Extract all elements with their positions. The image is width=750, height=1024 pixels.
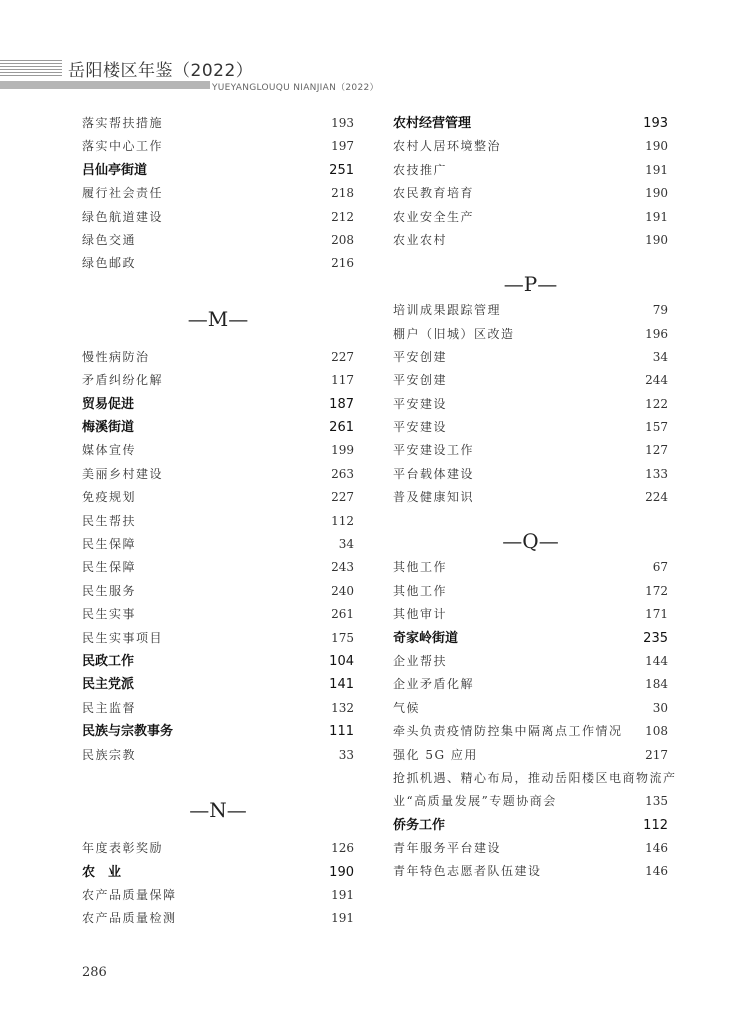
index-entry-label: 吕仙亭街道 [82, 162, 148, 178]
index-entry [82, 533, 354, 556]
index-entry-label: 民族与宗教事务 [82, 724, 174, 740]
index-entry-page: 191 [645, 209, 668, 224]
index-entry [82, 182, 354, 205]
index-entry-page: 235 [643, 630, 668, 646]
index-entry-label: 平安建设工作 [393, 443, 475, 458]
index-entry-page: 157 [645, 420, 668, 435]
index-group-p [393, 299, 668, 510]
index-entry-page: 244 [645, 373, 668, 388]
index-entry [393, 814, 668, 837]
index-entry [393, 439, 668, 462]
spacer [82, 276, 354, 299]
index-entry-label: 平安建设 [393, 420, 448, 435]
index-entry-page: 117 [331, 373, 354, 388]
index-entry [82, 580, 354, 603]
index-entry-page: 111 [329, 724, 354, 740]
index-entry-label: 民生帮扶 [82, 513, 137, 528]
index-entry [82, 393, 354, 416]
index-entry-label: 企业矛盾化解 [393, 677, 475, 692]
index-entry-label: 业“高质量发展”专题协商会 [393, 794, 557, 809]
index-entry-page: 190 [645, 186, 668, 201]
index-group-q [393, 556, 677, 883]
index-entry [82, 159, 354, 182]
index-entry-page: 108 [645, 724, 668, 739]
index-entry-label: 媒体宣传 [82, 443, 137, 458]
index-entry-label: 民主党派 [82, 677, 135, 693]
index-entry-page: 175 [331, 630, 354, 645]
index-entry-page: 261 [331, 607, 354, 622]
index-entry [393, 650, 668, 673]
index-entry-page: 193 [331, 116, 354, 130]
index-entry-page: 104 [329, 653, 354, 669]
index-entry-label: 农产品质量保障 [82, 887, 177, 902]
index-entry-page: 141 [329, 677, 354, 693]
index-column-right [393, 112, 677, 884]
index-entry [393, 486, 668, 509]
index-entry [82, 697, 354, 720]
index-entry-page: 218 [331, 186, 354, 201]
index-entry-page: 132 [331, 700, 354, 715]
index-entry-page: 34 [652, 349, 668, 364]
index-entry-label: 民生保障 [82, 560, 137, 575]
section-letter-text: —N— [189, 798, 247, 823]
index-entry [82, 252, 354, 275]
index-entry [393, 790, 668, 813]
index-entry-label: 其他工作 [393, 583, 448, 598]
index-entry-page: 126 [331, 841, 354, 856]
section-letter-m [82, 299, 354, 332]
index-entry-label: 落实中心工作 [82, 139, 164, 154]
index-entry-page: 187 [329, 396, 354, 412]
index-entry-label: 农产品质量检测 [82, 911, 177, 926]
index-entry [82, 439, 354, 462]
index-entry-page: 193 [643, 116, 668, 131]
index-entry-label: 平安建设 [393, 396, 448, 411]
index-entry-page: 146 [645, 841, 668, 856]
index-entry [393, 229, 668, 252]
section-letter-q [393, 521, 668, 554]
index-entry [393, 182, 668, 205]
index-entry [393, 627, 668, 650]
index-entry-label: 落实帮扶措施 [82, 116, 164, 130]
index-entry-page: 135 [645, 794, 668, 809]
index-entry [82, 206, 354, 229]
index-entry [393, 673, 668, 696]
index-group-n [82, 837, 354, 931]
index-entry [82, 837, 354, 860]
index-entry-page: 212 [331, 209, 354, 224]
index-entry-page: 190 [645, 232, 668, 247]
section-letter-text: —Q— [502, 529, 559, 554]
index-entry-page: 216 [331, 256, 354, 271]
index-entry-label: 其他工作 [393, 560, 448, 575]
index-entry-page: 224 [645, 490, 668, 505]
book-subtitle: YUEYANGLOUQU NIANJIAN（2022） [212, 83, 379, 93]
header-decoration [0, 60, 62, 76]
index-entry-label: 慢性病防治 [82, 349, 150, 364]
index-entry-label: 绿色邮政 [82, 256, 137, 271]
index-entry [393, 416, 668, 439]
index-entry-page: 208 [331, 232, 354, 247]
index-entry [82, 861, 354, 884]
book-title: 岳阳楼区年鉴（2022） [68, 61, 254, 81]
index-entry-page: 34 [338, 537, 354, 552]
index-entry [82, 720, 354, 743]
index-entry [82, 346, 354, 369]
index-entry-label: 梅溪街道 [82, 420, 135, 436]
index-entry-label: 年度表彰奖励 [82, 841, 164, 856]
index-entry [82, 556, 354, 579]
section-letter-text: —M— [187, 307, 249, 332]
index-entry-label: 农技推广 [393, 162, 448, 177]
section-letter-n [82, 790, 354, 823]
index-entry-page: 199 [331, 443, 354, 458]
index-entry-label: 农业农村 [393, 232, 448, 247]
index-entry-label: 民生保障 [82, 537, 137, 552]
index-entry-label: 贸易促进 [82, 396, 135, 412]
index-entry-page: 227 [331, 349, 354, 364]
index-entry [82, 486, 354, 509]
index-entry-page: 243 [331, 560, 354, 575]
index-entry-page: 196 [645, 326, 668, 341]
index-entry [82, 603, 354, 626]
index-entry [82, 463, 354, 486]
index-entry-label: 企业帮扶 [393, 653, 448, 668]
index-entry-page: 146 [645, 864, 668, 879]
index-entry-label: 农村经营管理 [393, 116, 472, 131]
index-entry-page: 133 [645, 466, 668, 481]
index-entry-label: 民生服务 [82, 583, 137, 598]
index-entry [82, 907, 354, 930]
index-entry-page: 263 [331, 466, 354, 481]
index-entry-page: 191 [645, 162, 668, 177]
index-entry-page: 227 [331, 490, 354, 505]
index-entry-label: 农民教育培育 [393, 186, 475, 201]
index-entry-page: 122 [645, 396, 668, 411]
index-entry [393, 369, 668, 392]
index-entry-label: 民生实事项目 [82, 630, 164, 645]
index-entry-page: 184 [645, 677, 668, 692]
spacer [393, 510, 668, 522]
index-entry [82, 369, 354, 392]
index-entry [393, 603, 668, 626]
index-entry-label: 侨务工作 [393, 817, 446, 833]
index-entry-label: 青年特色志愿者队伍建设 [393, 864, 542, 879]
index-entry [393, 135, 668, 158]
index-entry-label: 平安创建 [393, 373, 448, 388]
index-entry-label: 绿色交通 [82, 232, 137, 247]
index-group-l [82, 112, 354, 276]
index-entry [82, 112, 354, 135]
index-entry [82, 510, 354, 533]
index-entry [82, 416, 354, 439]
page-number: 286 [82, 965, 107, 980]
index-entry-page: 197 [331, 139, 354, 154]
index-entry-label: 奇家岭街道 [393, 630, 459, 646]
index-entry-label: 培训成果跟踪管理 [393, 303, 502, 318]
index-entry-label: 履行社会责任 [82, 186, 164, 201]
index-entry-label: 民生实事 [82, 607, 137, 622]
index-entry-label: 美丽乡村建设 [82, 466, 164, 481]
index-entry-label: 普及健康知识 [393, 490, 475, 505]
index-entry [82, 229, 354, 252]
header-bar [0, 81, 210, 89]
index-entry-label: 民主监督 [82, 700, 137, 715]
section-letter-p [393, 264, 668, 297]
index-entry-page: 79 [652, 303, 668, 318]
index-entry-label: 抢抓机遇、精心布局，推动岳阳楼区电商物流产 [393, 770, 677, 785]
index-entry [393, 556, 668, 579]
index-entry-page: 191 [331, 887, 354, 902]
index-entry-page: 251 [329, 162, 354, 178]
index-entry [393, 112, 668, 135]
index-entry-label: 青年服务平台建设 [393, 841, 502, 856]
index-entry-label: 矛盾纠纷化解 [82, 373, 164, 388]
index-entry-page: 112 [331, 513, 354, 528]
index-entry [82, 673, 354, 696]
section-letter-text: —P— [503, 272, 558, 297]
index-entry-label: 民族宗教 [82, 747, 137, 762]
index-entry [393, 206, 668, 229]
index-entry [393, 580, 668, 603]
index-entry-label: 农业安全生产 [393, 209, 475, 224]
spacer [393, 252, 668, 264]
index-entry [393, 767, 677, 790]
index-entry-page: 144 [645, 653, 668, 668]
index-entry [393, 299, 668, 322]
index-entry-page: 112 [643, 817, 668, 833]
index-entry [393, 837, 668, 860]
index-entry-page: 171 [645, 607, 668, 622]
index-column-left [82, 112, 354, 931]
index-entry-label: 强化 5G 应用 [393, 747, 478, 762]
index-entry-label: 绿色航道建设 [82, 209, 164, 224]
index-entry-label: 气候 [393, 700, 421, 715]
spacer [82, 767, 354, 790]
index-entry-label: 农村人居环境整治 [393, 139, 502, 154]
index-entry [82, 627, 354, 650]
index-entry-page: 172 [645, 583, 668, 598]
index-entry [82, 135, 354, 158]
index-entry [82, 884, 354, 907]
index-entry [82, 650, 354, 673]
index-entry-page: 190 [645, 139, 668, 154]
index-entry [393, 393, 668, 416]
index-entry [393, 860, 668, 883]
index-entry [393, 744, 668, 767]
index-entry [393, 346, 668, 369]
index-entry [393, 720, 668, 743]
index-entry-label: 农 业 [82, 864, 122, 880]
index-entry-page: 191 [331, 911, 354, 926]
index-group-m [82, 346, 354, 767]
index-entry-label: 民政工作 [82, 653, 135, 669]
index-entry [393, 697, 668, 720]
index-entry-page: 33 [338, 747, 354, 762]
index-entry-page: 127 [645, 443, 668, 458]
index-entry-page: 217 [645, 747, 668, 762]
index-entry-page: 190 [329, 864, 354, 880]
index-group-n-continued [393, 112, 668, 252]
index-entry [82, 744, 354, 767]
index-entry-label: 平台载体建设 [393, 466, 475, 481]
index-entry [393, 159, 668, 182]
index-entry-page: 30 [652, 700, 668, 715]
index-entry-page: 261 [329, 420, 354, 436]
index-entry-page: 240 [331, 583, 354, 598]
index-entry-label: 免疫规划 [82, 490, 137, 505]
index-entry-label: 平安创建 [393, 349, 448, 364]
index-entry-label: 棚户（旧城）区改造 [393, 326, 515, 341]
index-entry-label: 其他审计 [393, 607, 448, 622]
index-entry-page: 67 [652, 560, 668, 575]
index-entry [393, 463, 668, 486]
index-entry [393, 323, 668, 346]
index-entry-label: 牵头负责疫情防控集中隔离点工作情况 [393, 724, 623, 739]
